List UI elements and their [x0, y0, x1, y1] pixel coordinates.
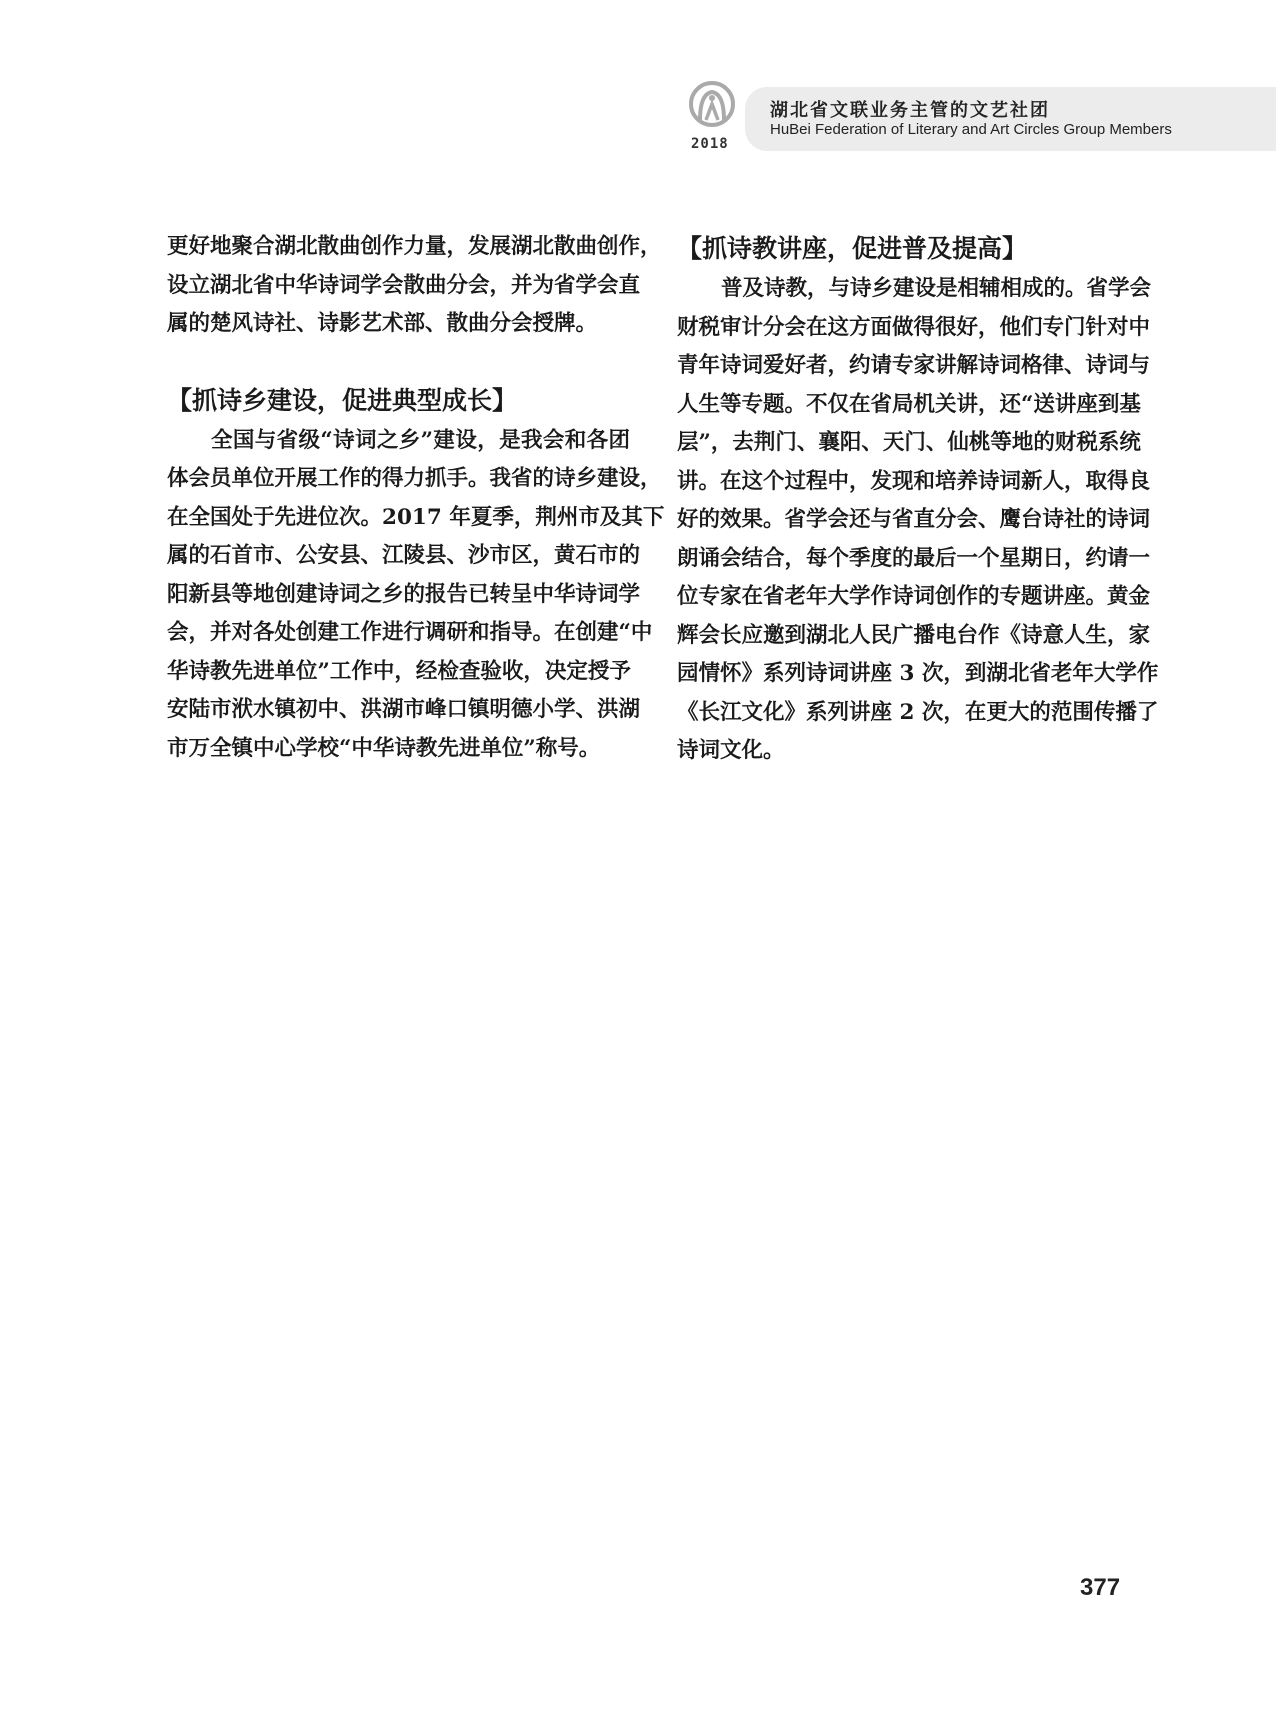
right-column — [677, 228, 1159, 771]
page-number: 377 — [1080, 1574, 1121, 1601]
body-line: 朗诵会结合，每个季度的最后一个星期日，约请一 — [677, 545, 1151, 571]
body-line: 《长江文化》系列讲座 2 次，在更大的范围传播了 — [677, 699, 1159, 725]
body-line: 诗词文化。 — [677, 738, 785, 763]
body-line: 好的效果。省学会还与省直分会、鹰台诗社的诗词 — [677, 507, 1151, 532]
body-line: 位专家在省老年大学作诗词创作的专题讲座。黄金 — [677, 584, 1151, 609]
body-line: 会，并对各处创建工作进行调研和指导。在创建“中 — [167, 620, 653, 645]
body-line: 属的楚风诗社、诗影艺术部、散曲分会授牌。 — [167, 311, 598, 336]
body-line: 体会员单位开展工作的得力抓手。我省的诗乡建设， — [167, 466, 662, 491]
body-line: 青年诗词爱好者，约请专家讲解诗词格律、诗词与 — [677, 353, 1151, 378]
left-column — [167, 228, 665, 768]
body-line: 安陆市洑水镇初中、洪湖市峰口镇明德小学、洪湖 — [167, 697, 641, 722]
body-line: 更好地聚合湖北散曲创作力量，发展湖北散曲创作， — [167, 234, 662, 259]
body-line: 华诗教先进单位”工作中，经检查验收，决定授予 — [167, 658, 631, 684]
body-line: 园情怀》系列诗词讲座 3 次，到湖北省老年大学作 — [677, 661, 1159, 686]
federation-seal-icon — [688, 80, 736, 128]
body-line: 阳新县等地创建诗词之乡的报告已转呈中华诗词学 — [167, 581, 641, 607]
body-line: 属的石首市、公安县、江陵县、沙市区，黄石市的 — [167, 543, 641, 568]
header-title-cn: 湖北省文联业务主管的文艺社团 — [770, 100, 1050, 121]
body-line: 市万全镇中心学校“中华诗教先进单位”称号。 — [167, 735, 601, 761]
body-line: 层”，去荆门、襄阳、天门、仙桃等地的财税系统 — [677, 430, 1141, 455]
section-heading: 【抓诗教讲座，促进普及提高】 — [677, 234, 1028, 263]
body-line: 在全国处于先进位次。2017 年夏季，荆州市及其下 — [167, 504, 665, 530]
body-line: 讲。在这个过程中，发现和培养诗词新人，取得良 — [677, 468, 1151, 494]
section-heading: 【抓诗乡建设，促进典型成长】 — [167, 385, 518, 415]
body-line: 设立湖北省中华诗词学会散曲分会，并为省学会直 — [167, 272, 641, 298]
header-title-en: HuBei Federation of Literary and Art Circles Group Members — [770, 121, 1172, 138]
body-line: 普及诗教，与诗乡建设是相辅相成的。省学会 — [721, 276, 1152, 301]
body-line: 人生等专题。不仅在省局机关讲，还“送讲座到基 — [677, 391, 1141, 417]
body-line: 财税审计分会在这方面做得很好，他们专门针对中 — [677, 314, 1151, 340]
body-line: 辉会长应邀到湖北人民广播电台作《诗意人生，家 — [677, 622, 1151, 648]
body-line: 全国与省级“诗词之乡”建设，是我会和各团 — [211, 427, 630, 453]
header-year: 2018 — [691, 136, 729, 152]
